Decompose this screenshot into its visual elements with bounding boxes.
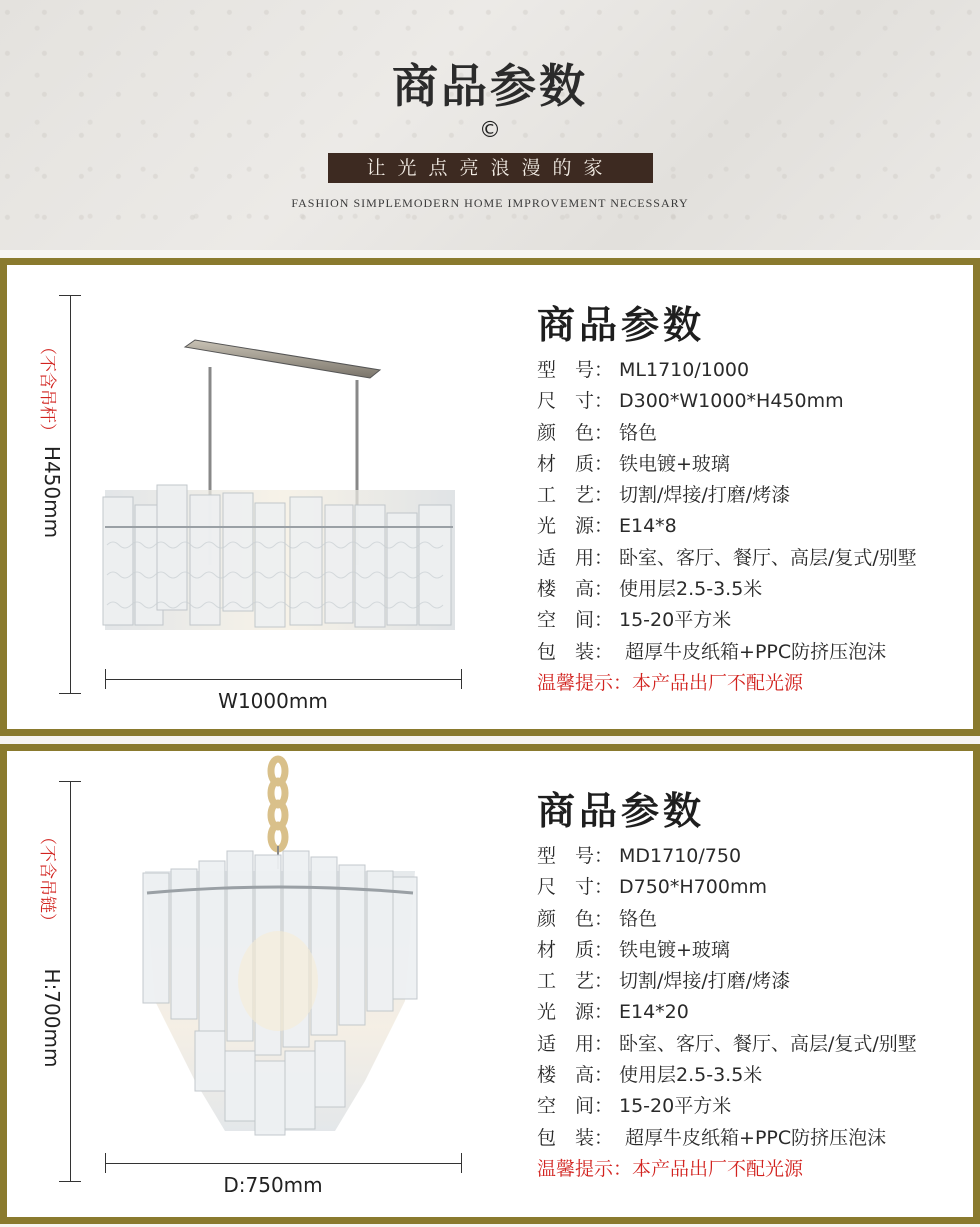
spec-row-floor-height: [537, 1060, 917, 1091]
spec-key: 空 间：: [537, 1095, 614, 1118]
dimension-tick: [461, 1153, 462, 1173]
width-dimension-line: [105, 1163, 461, 1164]
spec-key: 型 号：: [537, 359, 614, 381]
height-dimension-line: [70, 295, 71, 693]
spec-key: 光 源：: [537, 515, 614, 538]
dimension-tick: [461, 669, 462, 689]
exclusion-note: （不含吊链）: [37, 828, 57, 930]
spec-key: 尺 寸：: [537, 876, 614, 899]
spec-value: 超厚牛皮纸箱+PPC防挤压泡沫: [619, 1126, 887, 1149]
warning-note: 温馨提示：本产品出厂不配光源: [537, 671, 804, 694]
spec-key: 包 装：: [537, 640, 614, 663]
spec-key: 楼 高：: [537, 578, 614, 601]
height-label: H:700mm: [40, 968, 64, 1068]
spec-key: 楼 高：: [537, 1064, 614, 1087]
spec-row-packaging: [537, 637, 917, 668]
spec-row-craft: [537, 480, 917, 511]
width-label: W1000mm: [218, 689, 328, 713]
dimension-tick: [59, 1181, 81, 1182]
spec-value: 卧室、客厅、餐厅、高层/复式/别墅: [619, 1032, 917, 1055]
spec-value: 15-20平方米: [619, 609, 732, 632]
page-title: 商品参数: [392, 59, 588, 113]
spec-value: MD1710/750: [619, 845, 742, 867]
dimension-tick: [59, 693, 81, 694]
spec-row-model: [537, 355, 917, 386]
spec-value: E14*20: [619, 1001, 689, 1024]
spec-key: 尺 寸：: [537, 390, 614, 413]
spec-key: 工 艺：: [537, 484, 614, 507]
spec-value: 15-20平方米: [619, 1095, 732, 1118]
spec-value: 超厚牛皮纸箱+PPC防挤压泡沫: [619, 640, 887, 663]
slogan-banner: 让光点亮浪漫的家: [328, 153, 653, 183]
copyright-mark: ©: [479, 118, 501, 143]
spec-value: 使用层2.5-3.5米: [619, 578, 763, 601]
width-label: D:750mm: [223, 1173, 323, 1197]
exclusion-note: （不含吊杆）: [37, 338, 57, 440]
height-dimension-line: [70, 781, 71, 1181]
spec-row-color: [537, 418, 917, 449]
spec-row-size: [537, 386, 917, 417]
spec-row-model: [537, 841, 917, 872]
spec-key: 包 装：: [537, 1126, 614, 1149]
spec-value: ML1710/1000: [619, 359, 750, 381]
spec-key: 颜 色：: [537, 907, 614, 930]
spec-value: D300*W1000*H450mm: [619, 390, 844, 413]
spec-row-usage: [537, 543, 917, 574]
spec-value: 铁电镀+玻璃: [619, 452, 730, 475]
height-label: H450mm: [40, 445, 64, 539]
spec-row-light-source: [537, 997, 917, 1028]
spec-list-1: [537, 295, 917, 699]
spec-row-material: [537, 449, 917, 480]
product-panel-2: [0, 744, 980, 1224]
spec-row-space: [537, 1091, 917, 1122]
spec-key: 型 号：: [537, 845, 614, 867]
spec-key: 光 源：: [537, 1001, 614, 1024]
spec-key: 工 艺：: [537, 970, 614, 993]
spec-title: 商品参数: [537, 302, 706, 347]
spec-row-craft: [537, 966, 917, 997]
spec-row-space: [537, 605, 917, 636]
spec-value: 使用层2.5-3.5米: [619, 1064, 763, 1087]
spec-row-color: [537, 904, 917, 935]
spec-title: 商品参数: [537, 788, 706, 833]
product-panel-1: [0, 258, 980, 736]
round-chandelier-image: [135, 751, 425, 1151]
spec-row-material: [537, 935, 917, 966]
header-banner-area: [0, 0, 980, 250]
spec-value: D750*H700mm: [619, 876, 767, 899]
slogan-subtitle: FASHION SIMPLEMODERN HOME IMPROVEMENT NECESSARY: [291, 196, 689, 210]
dimension-tick: [59, 781, 81, 782]
spec-value: 切割/焊接/打磨/烤漆: [619, 484, 791, 507]
spec-value: 卧室、客厅、餐厅、高层/复式/别墅: [619, 546, 917, 569]
spec-row-light-source: [537, 511, 917, 542]
spec-key: 材 质：: [537, 452, 614, 475]
spec-key: 材 质：: [537, 938, 614, 961]
spec-key: 适 用：: [537, 546, 614, 569]
spec-value: 切割/焊接/打磨/烤漆: [619, 970, 791, 993]
width-dimension-line: [105, 679, 461, 680]
dimension-tick: [105, 669, 106, 689]
spec-value: 铁电镀+玻璃: [619, 938, 730, 961]
rectangular-chandelier-image: [95, 335, 465, 645]
spec-key: 空 间：: [537, 609, 614, 632]
dimension-tick: [59, 295, 81, 296]
dimension-tick: [105, 1153, 106, 1173]
warning-note: 温馨提示：本产品出厂不配光源: [537, 1157, 804, 1180]
spec-key: 适 用：: [537, 1032, 614, 1055]
spec-value: 铬色: [619, 421, 658, 444]
spec-value: E14*8: [619, 515, 677, 538]
spec-row-usage: [537, 1029, 917, 1060]
spec-key: 颜 色：: [537, 421, 614, 444]
spec-list-2: [537, 781, 917, 1185]
spec-row-packaging: [537, 1123, 917, 1154]
spec-value: 铬色: [619, 907, 658, 930]
spec-row-size: [537, 872, 917, 903]
spec-row-floor-height: [537, 574, 917, 605]
